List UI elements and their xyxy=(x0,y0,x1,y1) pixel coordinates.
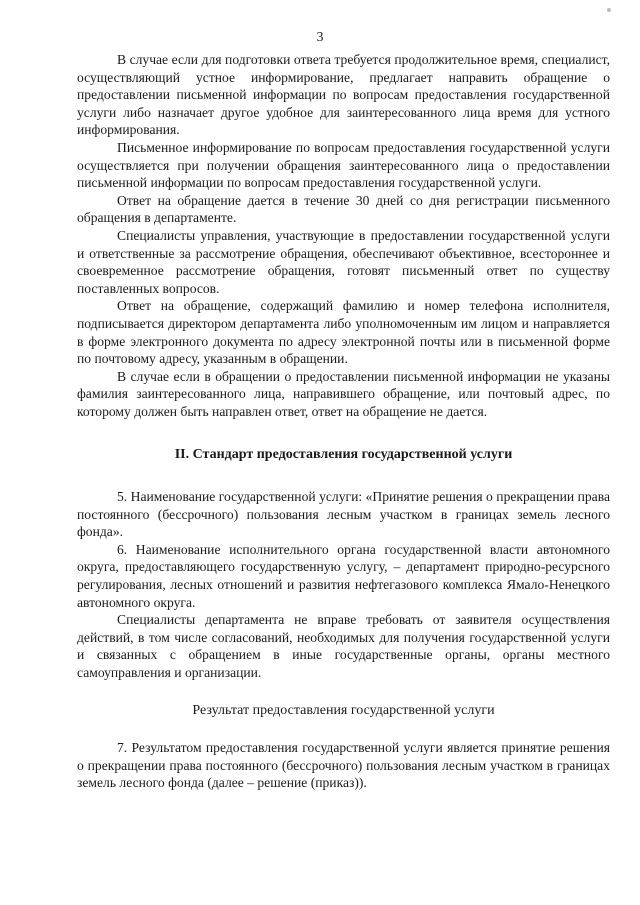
paragraph: 5. Наименование государственной услуги: «Принятие решения о прекращении права постоянного (бессрочного) пользования лесным участком в границах земель лесного фонда». xyxy=(77,489,610,540)
paragraph: Специалисты управления, участвующие в предоставлении государственной услуги и ответственные за рассмотрение обращения, обеспечивают объективное, всестороннее и своевременное рассмотрение обращения, готовят письменный ответ по существу поставленных вопросов. xyxy=(77,227,610,296)
page-number: 3 xyxy=(316,30,324,45)
paragraph: Письменное информирование по вопросам предоставления государственной услуги осуществляется при получении обращения заинтересованного лица о предоставлении письменной информации по вопросам предоставления государственной услуги. xyxy=(77,139,610,191)
paragraph: В случае если для подготовки ответа требуется продолжительное время, специалист, осуществляющий устное информирование, предлагает направить обращение о предоставлении письменной информации по вопросам предоставления государственной услуги либо назначает другое удобное для заинтересованного лица время для устного информирования. xyxy=(77,52,610,138)
paragraph: Специалисты департамента не вправе требовать от заявителя осуществления действий, в том числе согласований, необходимых для получения государственной услуги и связанных с обращением в иные государственные органы, органы местного самоуправления и организации. xyxy=(77,612,610,680)
subsection-heading: Результат предоставления государственной услуги xyxy=(192,702,495,718)
paragraph: В случае если в обращении о предоставлении письменной информации не указаны фамилия заинтересованного лица, направившего обращение, или почтовый адрес, по которому должен быть направлен ответ, ответ на обращение не дается. xyxy=(77,368,610,419)
scan-mark xyxy=(607,8,611,12)
paragraph: 6. Наименование исполнительного органа государственной власти автономного округа, предоставляющего государственную услугу, – департамент природно-ресурсного регулирования, лесных отношений и развития нефтегазового комплекса Ямало-Ненецкого автономного округа. xyxy=(77,541,610,610)
document-body xyxy=(77,51,610,792)
paragraph: 7. Результатом предоставления государственной услуги является принятие решения о прекращении права постоянного (бессрочного) пользования лесным участком в границах земель лесного фонда (далее – решение (приказ)). xyxy=(77,740,610,791)
paragraph: Ответ на обращение дается в течение 30 дней со дня регистрации письменного обращения в департаменте. xyxy=(77,192,610,226)
paragraph: Ответ на обращение, содержащий фамилию и номер телефона исполнителя, подписывается директором департамента либо уполномоченным им лицом и направляется в форме электронного документа по адресу электронной почты или в письменной форме по почтовому адресу, указанным в обращении. xyxy=(77,298,610,367)
section-heading: II. Стандарт предоставления государственной услуги xyxy=(174,447,513,463)
